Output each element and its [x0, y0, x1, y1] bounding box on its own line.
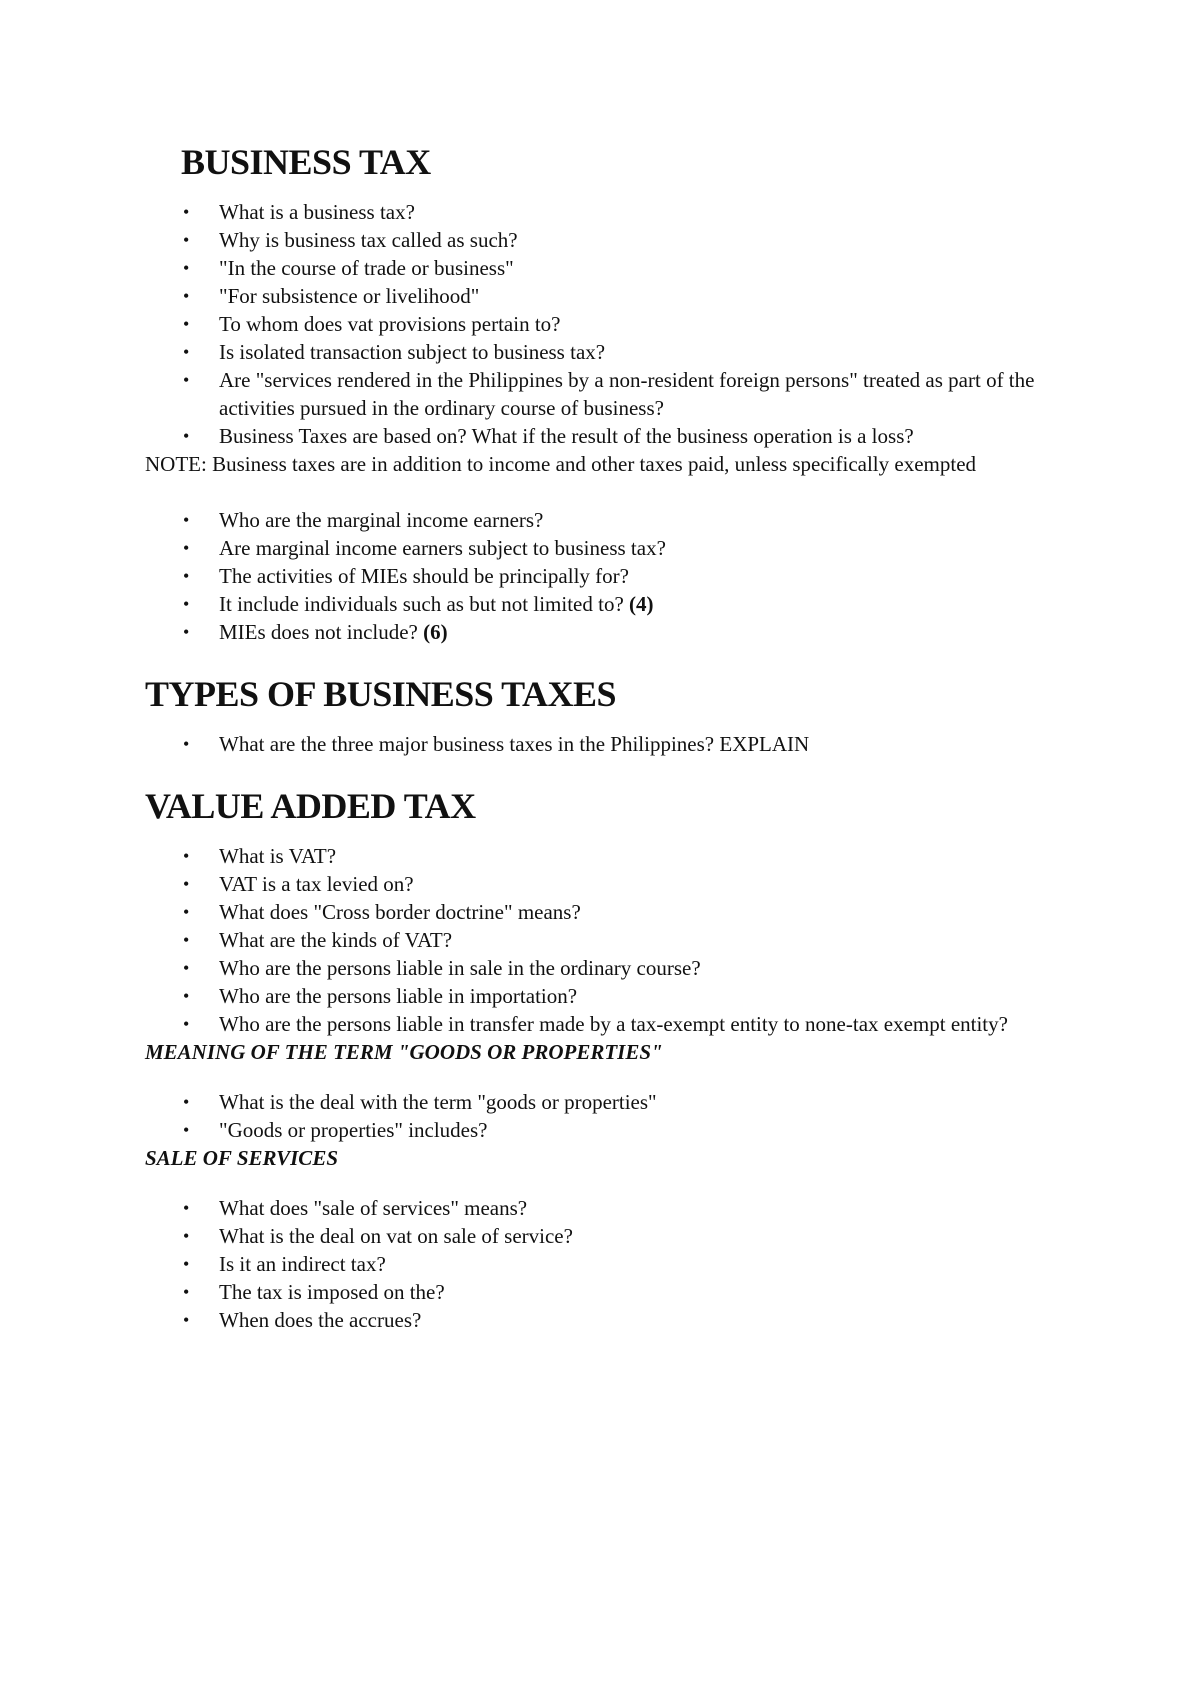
mie-question-list: [145, 506, 1065, 646]
list-item: • Why is business tax called as such?: [219, 226, 1065, 254]
business-tax-question-list: [145, 198, 1065, 450]
section-heading-types: TYPES OF BUSINESS TAXES: [145, 674, 617, 714]
list-item: • Is isolated transaction subject to business tax?: [219, 338, 1065, 366]
list-item: • What does "sale of services" means?: [219, 1194, 1065, 1222]
list-item-text: It include individuals such as but not limited to?: [219, 592, 630, 616]
goods-question-list: [145, 1088, 1065, 1144]
list-item: • Is it an indirect tax?: [219, 1250, 1065, 1278]
list-item-text: The activities of MIEs should be principally for?: [219, 564, 629, 588]
list-item: • "Goods or properties" includes?: [219, 1116, 1065, 1144]
section-heading-vat: VALUE ADDED TAX: [145, 786, 476, 826]
list-item: • What does "Cross border doctrine" means?: [219, 898, 1065, 926]
note-paragraph: NOTE: Business taxes are in addition to income and other taxes paid, unless specifically exempted: [145, 452, 977, 476]
list-item: • Are "services rendered in the Philippines by a non-resident foreign persons" treated as part of the activities pursued in the ordinary course of business?: [219, 366, 1065, 422]
list-item: • "In the course of trade or business": [219, 254, 1065, 282]
list-item-text: MIEs does not include?: [219, 620, 424, 644]
list-item: [219, 590, 1065, 618]
list-item: • Who are the persons liable in transfer made by a tax-exempt entity to none-tax exempt entity?: [219, 1010, 1065, 1038]
document-content: [145, 140, 1065, 1334]
vat-question-list: [145, 842, 1065, 1038]
list-item: • The tax is imposed on the?: [219, 1278, 1065, 1306]
list-item: • When does the accrues?: [219, 1306, 1065, 1334]
subsection-heading-goods: MEANING OF THE TERM "GOODS OR PROPERTIES": [145, 1040, 663, 1064]
list-item: • To whom does vat provisions pertain to?: [219, 310, 1065, 338]
list-item: • Business Taxes are based on? What if the result of the business operation is a loss?: [219, 422, 1065, 450]
subsection-heading-services: SALE OF SERVICES: [145, 1146, 338, 1170]
services-question-list: [145, 1194, 1065, 1334]
list-item: • Who are the persons liable in sale in the ordinary course?: [219, 954, 1065, 982]
list-item: [219, 618, 1065, 646]
page-title: BUSINESS TAX: [181, 142, 431, 182]
list-item: • Who are the persons liable in importation?: [219, 982, 1065, 1010]
list-item: [219, 534, 1065, 562]
list-item-text: Who are the marginal income earners?: [219, 508, 544, 532]
list-item-text: Are marginal income earners subject to business tax?: [219, 536, 666, 560]
count-label: (6): [423, 620, 448, 644]
list-item: • What is VAT?: [219, 842, 1065, 870]
list-item: [219, 506, 1065, 534]
list-item: [219, 562, 1065, 590]
count-label: (4): [629, 592, 654, 616]
list-item: • "For subsistence or livelihood": [219, 282, 1065, 310]
list-item: • What is the deal on vat on sale of service?: [219, 1222, 1065, 1250]
list-item: • What is a business tax?: [219, 198, 1065, 226]
list-item: • What are the three major business taxes in the Philippines? EXPLAIN: [219, 730, 1065, 758]
list-item: • What is the deal with the term "goods or properties": [219, 1088, 1065, 1116]
list-item: • VAT is a tax levied on?: [219, 870, 1065, 898]
types-question-list: [145, 730, 1065, 758]
list-item: • What are the kinds of VAT?: [219, 926, 1065, 954]
